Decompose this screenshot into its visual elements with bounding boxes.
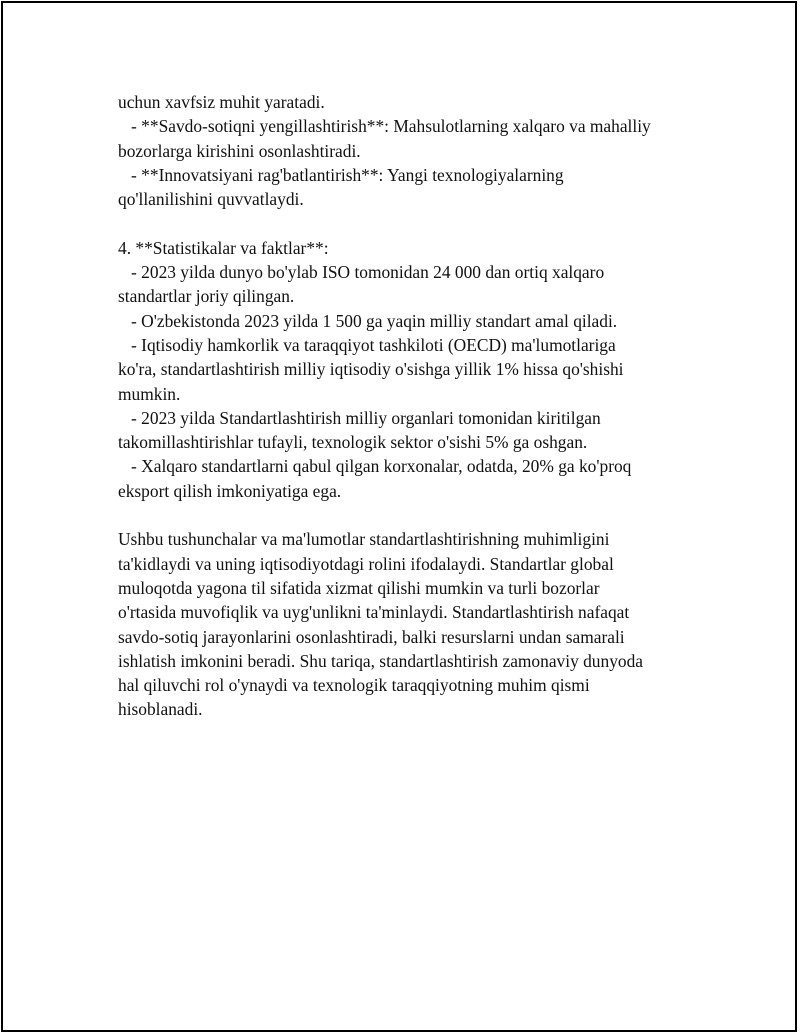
list-item-innovation: - **Innovatsiyani rag'batlantirish**: Yangi texnologiyalarning [118, 164, 564, 185]
list-item-export: - Xalqaro standartlarni qabul qilgan korxonalar, odatda, 20% ga ko'proq [118, 456, 632, 477]
text-line: Ushbu tushunchalar va ma'lumotlar standartlashtirishning muhimligini [118, 529, 610, 550]
conclusion-paragraph [118, 527, 698, 721]
document-body [118, 90, 698, 722]
text-line: mumkin. [118, 383, 181, 404]
list-item-oecd: - Iqtisodiy hamkorlik va taraqqiyot tashkiloti (OECD) ma'lumotlariga [118, 334, 616, 355]
list-item-trade: - **Savdo-sotiqni yengillashtirish**: Mahsulotlarning xalqaro va mahalliy [118, 116, 651, 137]
section-4-statistics [118, 236, 698, 503]
section-3-continuation [118, 90, 698, 211]
text-line: o'rtasida muvofiqlik va uyg'unlikni ta'minlaydi. Standartlashtirish nafaqat [118, 602, 630, 623]
text-line: uchun xavfsiz muhit yaratadi. [118, 92, 325, 112]
paragraph-spacer [118, 211, 698, 235]
text-line: takomillashtirishlar tufayli, texnologik sektor o'sishi 5% ga oshgan. [118, 432, 588, 453]
text-line: muloqotda yagona til sifatida xizmat qilishi mumkin va turli bozorlar [118, 577, 600, 598]
list-item-iso: - 2023 yilda dunyo bo'ylab ISO tomonidan 24 000 dan ortiq xalqaro [118, 262, 605, 283]
text-line: eksport qilish imkoniyatiga ega. [118, 480, 342, 501]
text-line: hisoblanadi. [118, 699, 203, 720]
text-line: ishlatish imkonini beradi. Shu tariqa, standartlashtirish zamonaviy dunyoda [118, 650, 644, 671]
text-line: hal qiluvchi rol o'ynaydi va texnologik taraqqiyotning muhim qismi [118, 675, 590, 696]
text-line: bozorlarga kirishini osonlashtiradi. [118, 140, 361, 161]
list-item-uzbekistan: - O'zbekistonda 2023 yilda 1 500 ga yaqin milliy standart amal qiladi. [118, 310, 618, 331]
paragraph-spacer [118, 503, 698, 527]
text-line: ko'ra, standartlashtirish milliy iqtisodiy o'sishga yillik 1% hissa qo'shishi [118, 359, 624, 380]
text-line: standartlar joriy qilingan. [118, 286, 295, 307]
text-line: savdo-sotiq jarayonlarini osonlashtiradi, balki resurslarni undan samarali [118, 626, 625, 647]
section-heading: 4. **Statistikalar va faktlar**: [118, 237, 329, 258]
text-line: qo'llanilishini quvvatlaydi. [118, 189, 304, 210]
text-line: ta'kidlaydi va uning iqtisodiyotdagi rolini ifodalaydi. Standartlar global [118, 553, 614, 574]
list-item-tech-sector: - 2023 yilda Standartlashtirish milliy organlari tomonidan kiritilgan [118, 407, 601, 428]
